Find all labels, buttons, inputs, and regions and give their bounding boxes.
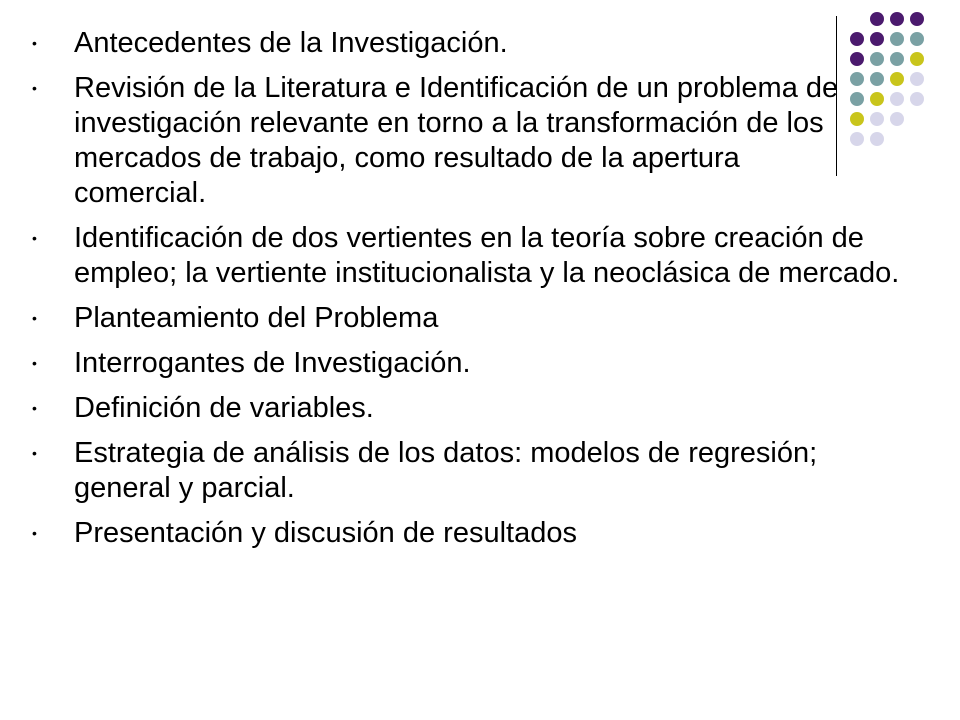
list-item-text: Presentación y discusión de resultados [74,517,577,549]
bullet-icon: • [32,355,37,371]
list-item-text: Revisión de la Literatura e Identificación de un problema de investigación relevante en torno a la transformación de los mercados de trabajo, como resultado de la apertura comercial. [74,72,839,209]
decorative-dot [910,92,924,106]
decorative-dot [910,52,924,66]
decorative-dot [910,72,924,86]
list-item-text: Definición de variables. [74,392,374,424]
list-item [32,221,912,291]
decorative-dot [910,32,924,46]
list-item-text: Interrogantes de Investigación. [74,347,471,379]
list-item [32,346,912,381]
list-item-text: Estrategia de análisis de los datos: modelos de regresión; general y parcial. [74,437,818,504]
list-item [32,26,912,61]
bullet-list [32,26,912,561]
list-item [32,516,912,551]
bullet-icon: • [32,525,37,541]
list-item-text: Planteamiento del Problema [74,302,439,334]
list-item [32,301,912,336]
bullet-icon: • [32,230,37,246]
decorative-dot [870,12,884,26]
bullet-icon: • [32,310,37,326]
list-item [32,71,912,211]
bullet-icon: • [32,445,37,461]
decorative-dot [910,12,924,26]
bullet-icon: • [32,400,37,416]
decorative-dot [890,12,904,26]
list-item-text: Identificación de dos vertientes en la teoría sobre creación de empleo; la vertiente institucionalista y la neoclásica de mercado. [74,222,900,289]
bullet-icon: • [32,35,37,51]
list-item [32,391,912,426]
bullet-icon: • [32,80,37,96]
list-item [32,436,912,506]
list-item-text: Antecedentes de la Investigación. [74,27,508,59]
